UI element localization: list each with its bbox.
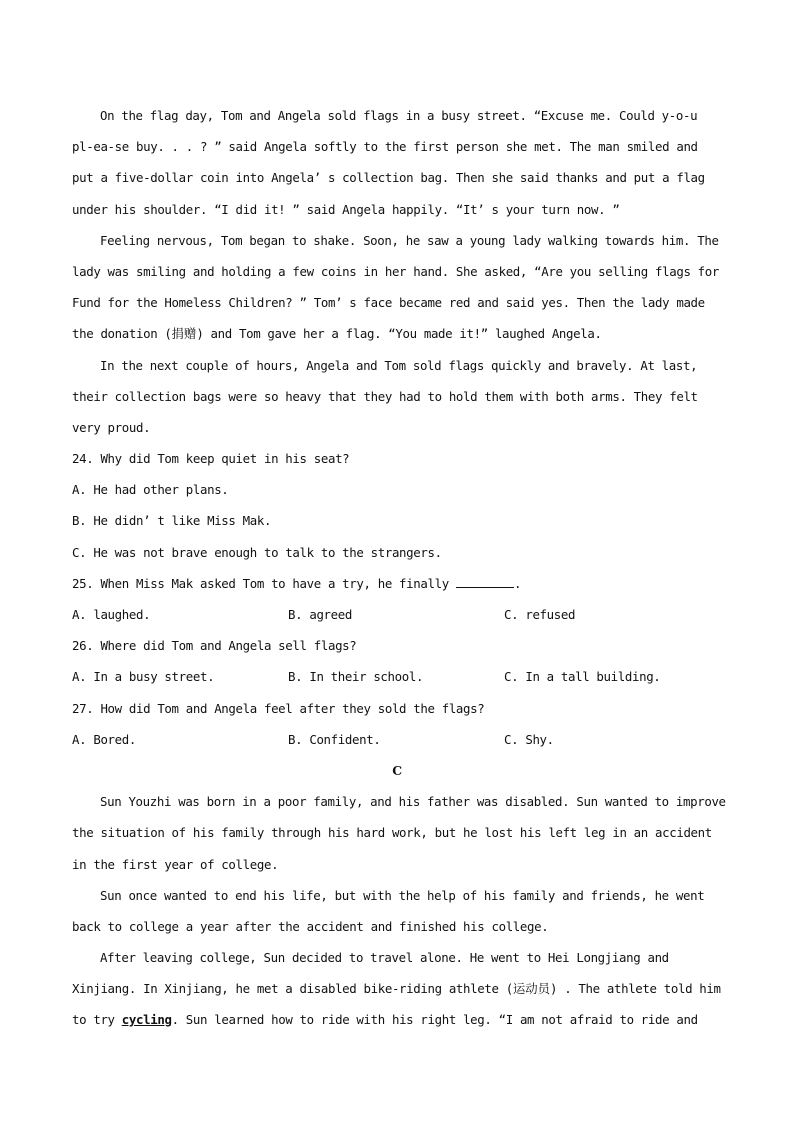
q26-options [72, 663, 722, 694]
q25-option-b: B. agreed [288, 607, 352, 622]
c-p3-line2-before: Xinjiang. In Xinjiang, he met a disabled bike-riding athlete ( [72, 981, 513, 997]
c-p3-line3-after: . Sun learned how to ride with his right leg. “I am not afraid to ride and [171, 1012, 698, 1028]
keyword-cycling: cycling [121, 1012, 172, 1028]
c-p3-line2-chinese: 运动员 [512, 981, 550, 997]
q26-option-c: C. In a tall building. [504, 669, 661, 685]
section-c-p3-line1: After leaving college, Sun decided to travel alone. He went to Hei Longjiang and [100, 950, 669, 966]
passage-b-p3-line1: In the next couple of hours, Angela and Tom sold flags quickly and bravely. At last, [100, 357, 698, 373]
q24-option-b: B. He didn’ t like Miss Mak. [72, 513, 272, 529]
c-p3-line2-after: ) . The athlete told him [549, 981, 721, 997]
q27-options [72, 726, 722, 757]
q25-answer-blank [456, 575, 514, 588]
q26-stem: 26. Where did Tom and Angela sell flags? [72, 638, 357, 654]
c-p3-line3-before: to try [72, 1012, 122, 1028]
passage-b-p1-line1: On the flag day, Tom and Angela sold flags in a busy street. “Excuse me. Could y-o-u [100, 108, 698, 123]
passage-b-p2-line1: Feeling nervous, Tom began to shake. Soon, he saw a young lady walking towards him. The [100, 232, 719, 248]
q25-stem-end: . [513, 575, 522, 591]
passage-b-p3-line2: their collection bags were so heavy that they had to hold them with both arms. They felt [72, 388, 698, 404]
q27-option-a: A. Bored. [72, 731, 136, 747]
section-c-p1-line2: the situation of his family through his hard work, but he lost his left leg in an accident [72, 825, 712, 841]
section-c-p1-line3: in the first year of college. [72, 856, 279, 872]
p2-line4-before: the donation ( [72, 326, 172, 342]
section-c-p2-line2: back to college a year after the accident and finished his college. [72, 918, 549, 934]
q27-stem: 27. How did Tom and Angela feel after they sold the flags? [72, 700, 485, 716]
section-c-p3-line3 [72, 1006, 722, 1037]
passage-b-p1-line2: pl-ea-se buy. . . ? ” said Angela softly to the first person she met. The man smiled and [72, 139, 698, 155]
section-c-p1-line1: Sun Youzhi was born in a poor family, and his father was disabled. Sun wanted to improve [100, 794, 726, 810]
q25-stem-text: 25. When Miss Mak asked Tom to have a try, he finally [72, 575, 456, 591]
passage-b-p2-line2: lady was smiling and holding a few coins in her hand. She asked, “Are you selling flags for [72, 263, 719, 279]
passage-b-p1-line4: under his shoulder. “I did it! ” said Angela happily. “It’ s your turn now. ” [72, 201, 620, 217]
section-c-heading: C [392, 762, 402, 778]
p2-line4-after: ) and Tom gave her a flag. “You made it!” laughed Angela. [196, 326, 602, 342]
document-body [72, 102, 726, 1038]
q25-stem [72, 570, 722, 601]
q25-option-a: A. laughed. [72, 607, 151, 622]
passage-b-p3-line3: very proud. [72, 419, 151, 435]
section-c-p3-line2 [72, 975, 722, 1006]
q25-option-c: C. refused [504, 607, 576, 622]
q24-option-c: C. He was not brave enough to talk to the strangers. [72, 544, 442, 560]
q26-option-a: A. In a busy street. [72, 669, 215, 685]
q24-option-a: A. He had other plans. [72, 482, 229, 498]
p2-line4-chinese: 捐赠 [171, 326, 197, 342]
q24-stem: 24. Why did Tom keep quiet in his seat? [72, 451, 350, 467]
passage-b-p2-line3: Fund for the Homeless Children? ” Tom’ s face became red and said yes. Then the lady made [72, 295, 705, 311]
q25-options [72, 601, 722, 632]
q26-option-b: B. In their school. [288, 669, 424, 685]
section-c-p2-line1: Sun once wanted to end his life, but with the help of his family and friends, he went [100, 887, 705, 903]
q27-option-c: C. Shy. [504, 731, 554, 747]
passage-b-p1-line3: put a five-dollar coin into Angela’ s collection bag. Then she said thanks and put a flag [72, 170, 705, 186]
q27-option-b: B. Confident. [288, 731, 381, 747]
passage-b-p2-line4 [72, 320, 722, 351]
